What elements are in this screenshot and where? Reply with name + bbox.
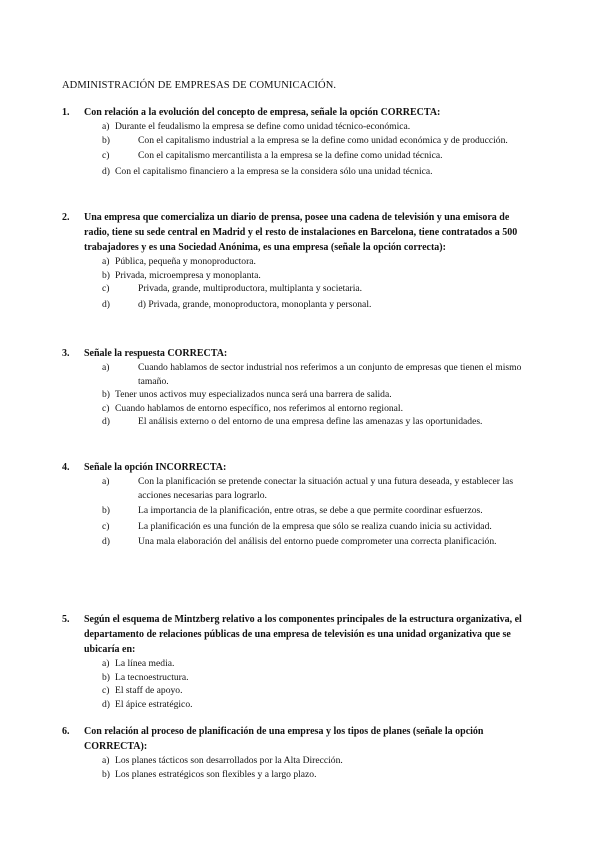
option-text: La línea media. [115,658,175,669]
option-label: c) [102,402,110,414]
option-text: Con el capitalismo mercantilista a la empresa se la define como unidad técnica. [138,150,443,161]
question-header [62,460,532,475]
option-label: c) [102,520,110,532]
option-text: Cuando hablamos de entorno específico, nos referimos al entorno regional. [115,402,403,414]
question-number: 5. [62,614,70,625]
option-text: Cuando hablamos de sector industrial nos referimos a un conjunto de empresas que tienen el mismo tamaño. [138,362,522,387]
question-1 [62,105,532,178]
option-a [102,120,532,134]
option-b [102,671,532,685]
option-text: El staff de apoyo. [115,685,183,696]
option-label: d) [102,165,110,177]
option-text: Pública, pequeña y monoproductora. [115,256,256,267]
option-text: La importancia de la planificación, entre otras, se debe a que permite coordinar esfuerzos. [138,505,483,516]
option-b [102,504,532,518]
option-text: El ápice estratégico. [115,698,193,710]
option-label: b) [102,768,110,780]
question-4 [62,460,532,549]
options-list [102,657,532,711]
option-label: a) [102,256,110,267]
question-header [62,105,532,120]
option-label: c) [102,283,110,294]
option-label: c) [102,150,110,161]
option-label: d) [102,698,110,710]
option-a [102,657,532,671]
option-label: a) [102,362,110,373]
option-a [102,754,532,768]
option-a [102,475,532,502]
options-list [102,120,532,178]
document-title: ADMINISTRACIÓN DE EMPRESAS DE COMUNICACIÓN. [62,80,337,91]
question-number: 3. [62,348,70,359]
question-5 [62,612,532,711]
question-number: 1. [62,107,70,118]
option-c [102,684,532,698]
option-label: a) [102,755,110,766]
option-label: b) [102,505,110,516]
options-list [102,255,532,311]
options-list [102,475,532,549]
option-label: b) [102,671,110,683]
question-3 [62,346,532,429]
option-text: Durante el feudalismo la empresa se define como unidad técnico-económica. [115,121,411,132]
option-d [102,698,532,712]
option-label: d) [102,298,110,310]
option-label: a) [102,476,110,487]
option-text: d) Privada, grande, monoproductora, monoplanta y personal. [138,298,372,310]
question-text: Señale la respuesta CORRECTA: [84,348,228,359]
option-text: Con el capitalismo industrial a la empresa se la define como unidad económica y de producción. [138,134,508,146]
option-label: d) [102,416,110,427]
option-c [102,520,532,534]
option-text: Privada, grande, multiproductora, multiplanta y societaria. [138,283,363,294]
option-c [102,282,532,296]
option-label: c) [102,685,110,696]
option-d [102,165,532,179]
option-text: Privada, microempresa y monoplanta. [115,269,261,281]
option-text: Una mala elaboración del análisis del entorno puede comprometer una correcta planificación. [138,536,497,547]
question-text: Con relación a la evolución del concepto de empresa, señale la opción CORRECTA: [84,107,441,118]
option-text: El análisis externo o del entorno de una empresa define las amenazas y las oportunidades. [138,416,483,427]
question-2 [62,210,532,311]
option-c [102,402,532,416]
option-text: La planificación es una función de la empresa que sólo se realiza cuando inicia su actividad. [138,520,492,532]
option-label: b) [102,389,110,400]
option-b [102,134,532,148]
option-b [102,269,532,283]
option-text: Los planes estratégicos son flexibles y a largo plazo. [115,768,317,780]
option-b [102,388,532,402]
question-text: Según el esquema de Mintzberg relativo a los componentes principales de la estructura organizativa, el departamento de relaciones públicas de una empresa de televisión es una unidad organizativa que se ubicaría en: [84,614,522,655]
option-label: a) [102,658,110,669]
question-header [62,612,532,657]
option-d [102,415,532,429]
option-text: Tener unos activos muy especializados nunca será una barrera de salida. [115,389,392,400]
options-list [102,754,532,781]
option-text: La tecnoestructura. [115,671,189,683]
question-text: Señale la opción INCORRECTA: [84,462,227,473]
option-label: b) [102,269,110,281]
question-6 [62,724,532,781]
option-c [102,149,532,163]
question-number: 6. [62,726,70,737]
question-header [62,210,532,255]
option-label: a) [102,121,110,132]
option-label: b) [102,134,110,146]
question-number: 4. [62,462,70,473]
option-a [102,361,532,388]
question-header [62,346,532,361]
question-number: 2. [62,212,70,223]
question-text: Con relación al proceso de planificación de una empresa y los tipos de planes (señale la opción CORRECTA): [84,726,484,752]
question-header [62,724,532,754]
option-d [102,535,532,549]
option-text: Con la planificación se pretende conectar la situación actual y una futura deseada, y establecer las acciones necesarias para lograrlo. [138,476,514,501]
option-b [102,768,532,782]
option-label: d) [102,536,110,547]
question-text: Una empresa que comercializa un diario de prensa, posee una cadena de televisión y una emisora de radio, tiene su sede central en Madrid y el resto de instalaciones en Barcelona, tiene contratados a 500 trabajadores y es una Sociedad Anónima, es una empresa (señale la opción correcta): [84,212,518,253]
option-a [102,255,532,269]
options-list [102,361,532,429]
option-d [102,298,532,312]
option-text: Los planes tácticos son desarrollados por la Alta Dirección. [115,755,343,766]
option-text: Con el capitalismo financiero a la empresa se la considera sólo una unidad técnica. [115,165,433,177]
